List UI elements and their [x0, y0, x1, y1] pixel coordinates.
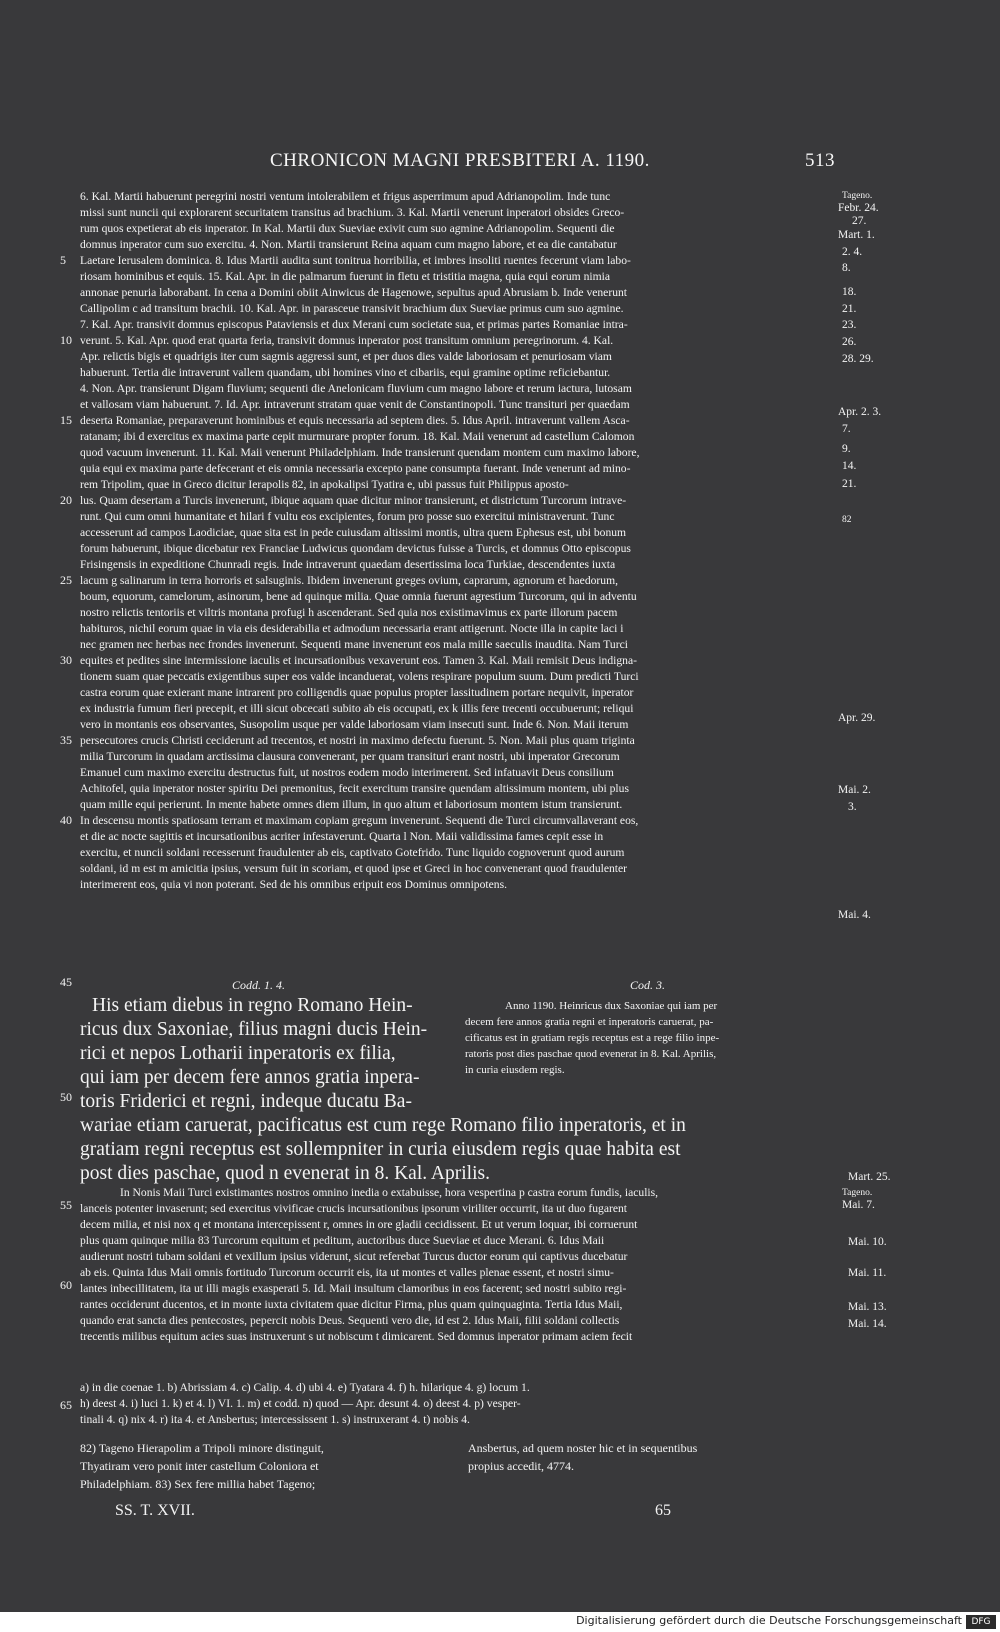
margin-note: 28. 29.: [842, 353, 874, 365]
body-line: rantes occiderunt ducentos, et in monte iuxta civitatem quae dicitur Firma, plus quam quinquaginta. Tertia Idus Maii,: [80, 1298, 623, 1311]
variant-note-line: h) deest 4. i) luci 1. k) et 4. l) VI. 1. m) et codd. n) quod — Apr. desunt 4. o) deest 4. p) vesper-: [80, 1397, 521, 1410]
large-line: ricus dux Saxoniae, filius magni ducis Hein-: [80, 1019, 428, 1040]
body-line: riosam hominibus et equis. 15. Kal. Apr. in die palmarum fuerunt in fletu et tristitia magna, quia equi eorum nimia: [80, 270, 610, 283]
footnote-line: 82) Tageno Hierapolim a Tripoli minore distinguit,: [80, 1441, 324, 1455]
body-line: domnus inperator cum suo exercitu. 4. Non. Martii transierunt Reina aquam cum magno labore, et ea die cantabatur: [80, 238, 617, 251]
margin-note: 3.: [848, 801, 857, 813]
body-line: habituros, nichil eorum quae in via eis desiderabilia et admodum necessaria erant attigerunt. Nocte illa in capite laci i: [80, 622, 624, 635]
large-line: rici et nepos Lotharii inperatoris ex filia,: [80, 1043, 396, 1064]
large-line: wariae etiam caruerat, pacificatus est cum rege Romano filio inperatoris, et in: [80, 1115, 686, 1136]
line-number: 50: [60, 1090, 72, 1104]
page-number: 513: [805, 150, 835, 171]
body-line: exercitu, et nuncii soldani recesserunt fraudulenter ab eis, captivato Gotefrido. Tunc liquido cognoverunt quod aurum: [80, 846, 625, 859]
margin-note: 26.: [842, 336, 857, 348]
body-line: lacum g salinarum in terra horroris et salsuginis. Ibidem invenerunt greges ovium, caprarum, agnorum et haedorum,: [80, 574, 618, 587]
margin-note: Apr. 2. 3.: [838, 406, 882, 418]
body-line: castra eorum quae exierant mane intrarent pro colligendis quae populus propter lassitudinem portare nequivit, inperator: [80, 686, 634, 699]
margin-note: 82: [842, 515, 852, 525]
body-line: equites et pedites sine intermissione iaculis et incursationibus vexaverunt eos. Tamen 3. Kal. Maii remisit Deus indigna-: [80, 654, 637, 667]
body-line: missi sunt nuncii qui explorarent securitatem transitus ad brachium. 3. Kal. Martii venerunt inperatori obsides Greco-: [80, 206, 625, 219]
body-line: rem Tripolim, quae in Greco dicitur Ierapolis 82, in apokalipsi Tyatira e, ubi passus fuit Philippus aposto-: [80, 478, 569, 491]
margin-note: 7.: [842, 423, 851, 435]
margin-note: 27.: [852, 215, 867, 227]
large-line: post dies paschae, quod n evenerat in 8. Kal. Aprilis.: [80, 1163, 490, 1184]
margin-note: Mai. 7.: [842, 1199, 875, 1211]
body-line: runt. Qui cum omni humanitate et hilari f vultu eos excipientes, forum pro posse suo exercitui ministraverunt. Tunc: [80, 510, 615, 523]
body-line: lanceis potenter invaserunt; sed exercitus vivificae crucis incursationibus ipsorum viriliter occurrit, ita ut duo fugarent: [80, 1202, 627, 1215]
body-line: deserta Romaniae, preparaverunt hominibus et equis necessaria ad septem dies. 5. Idus April. intraverunt vallem Asca-: [80, 414, 630, 427]
margin-note: Apr. 29.: [838, 712, 876, 724]
body-line: nec gramen nec herbas nec frondes invenerunt. Sequenti mane invenerunt eos mala mille saeculis inaudita. Nam Turci: [80, 638, 628, 651]
body-line: trecentis milibus equitum acies suas instruxerunt s ut nobiscum t dimicarent. Sed domnus inperator primam aciem fecit: [80, 1330, 633, 1343]
small-line: Anno 1190. Heinricus dux Saxoniae qui iam per: [505, 1000, 718, 1012]
codex-heading-right: Cod. 3.: [630, 978, 666, 992]
margin-note: Mai. 13.: [848, 1301, 887, 1313]
codex-heading-left: Codd. 1. 4.: [232, 978, 286, 992]
margin-note: Tageno.: [842, 191, 873, 201]
margin-note: Febr. 24.: [838, 202, 879, 214]
line-number: 55: [60, 1198, 72, 1212]
small-line: ratoris post dies paschae quod evenerat in 8. Kal. Aprilis,: [465, 1048, 717, 1060]
body-line: Emanuel cum maximo exercitu destructus fuit, ut nostros eodem modo interimerent. Sed infatuavit Deus consilium: [80, 766, 614, 779]
body-line: accesserunt ad campos Laodiciae, quae sita est in pede cuiusdam altissimi montis, ultra quem Ephesus est, ubi bonum: [80, 526, 627, 539]
body-line: ex industria fumum fieri precepit, et illi sicut obcecati subito ab eis occupati, ex k illis fere trecenti occubuerunt; reliqui: [80, 702, 634, 715]
body-line: audierunt nostri tubam soldani et vexillum ipsius viderunt, sicut referebat Turcus ductor eorum qui captivus ducebatur: [80, 1250, 628, 1263]
body-line: ratanam; ibi d exercitus ex maxima parte cepit murmurare propter forum. 18. Kal. Maii venerunt ad castellum Calomon: [80, 430, 635, 443]
margin-note: 8.: [842, 262, 851, 274]
body-line: lus. Quam desertam a Turcis invenerunt, ibique aquam quae dicitur minor transierunt, et districtum Turcorum intrave-: [80, 494, 627, 507]
small-line: decem fere annos gratia regni et inperatoris caruerat, pa-: [465, 1016, 714, 1028]
body-line: 4. Non. Apr. transierunt Digam fluvium; sequenti die Anelonicam fluvium cum magno labore et rerum iactura, lutosam: [80, 382, 632, 395]
body-line: tionem suam quae peccatis exigentibus super eos valde incanduerat, volens respirare populum suum. Dum predicti Turci: [80, 670, 639, 683]
body-line: quod vacuum invenerunt. 11. Kal. Maii venerunt Philadelphiam. Inde transierunt quendam montem cum maximo labore,: [80, 446, 640, 459]
margin-note: Mart. 25.: [848, 1171, 891, 1183]
body-line: Callipolim c ad transitum brachii. 10. Kal. Apr. in parasceue transivit brachium dux Sueviae primus cum suo agmine.: [80, 302, 624, 315]
small-line: in curia eiusdem regis.: [465, 1064, 565, 1076]
margin-note: 21.: [842, 478, 857, 490]
funding-text: Digitalisierung gefördert durch die Deutsche Forschungsgemeinschaft: [576, 1614, 962, 1627]
variant-note-line: a) in die coenae 1. b) Abrissiam 4. c) Calip. 4. d) ubi 4. e) Tyatara 4. f) h. hilarique 4. g) locum 1.: [80, 1381, 530, 1394]
body-line: soldani, id m est m amicitia ipsius, versum fuit in scoriam, et quod ipse et Greci in hoc convenerant quod fraudulenter: [80, 862, 628, 875]
line-number: 10: [60, 333, 72, 347]
large-line: toris Friderici et regni, indeque ducatu Ba-: [80, 1091, 412, 1112]
body-line: 6. Kal. Martii habuerunt peregrini nostri ventum intolerabilem et frigus asperrimum apud Adrianopolim. Inde tunc: [80, 190, 611, 203]
body-line: nostro relictis tentoriis et viltris montana profugi h ascenderant. Sed quia nos existimavimus ex parte illorum pacem: [80, 606, 618, 619]
line-number: 25: [60, 573, 72, 587]
margin-note: 2. 4.: [842, 246, 863, 258]
line-number: 5: [60, 253, 66, 267]
body-line: rum quos expetierat ab eis inperator. In Kal. Martii dux Sueviae exivit cum suo agmine Adrianopolim. Sequenti die: [80, 222, 615, 235]
body-line: decem milia, et nisi nox q et montana intercepissent r, omnes in ore gladii cecidissent. Et ut verum loquar, ibi corruerunt: [80, 1218, 638, 1231]
body-line: Achitofel, quia inperator noster spiritu Dei premonitus, fecit exercitum transire quendam altissimum montem, ubi plus: [80, 782, 629, 795]
large-line: qui iam per decem fere annos gratia inpera-: [80, 1067, 420, 1088]
line-number: 60: [60, 1278, 72, 1292]
body-line: annonae penuria laborabant. In cena a Domini obiit Ainwicus de Hagenowe, sepultus apud Abrusiam b. Inde venerunt: [80, 286, 628, 299]
margin-note: Tageno.: [842, 1188, 873, 1198]
margin-note: Mai. 10.: [848, 1236, 887, 1248]
body-line: interimerent eos, quia vi non poterant. Sed de his omnibus eripuit eos Dominus omnipotens.: [80, 878, 507, 891]
body-line: lantes inbecillitatem, ita ut illi magis exasperati 5. Id. Maii insultum clamoribus in eos facerent; sed nostri subito regi-: [80, 1282, 627, 1295]
small-line: cificatus est in gratiam regis receptus est a rege filio inpe-: [465, 1032, 720, 1044]
body-line: vero in montanis eos observantes, Susopolim usque per valde laboriosam viam insecuti sunt. Inde 6. Non. Maii iterum: [80, 718, 629, 731]
body-line: 7. Kal. Apr. transivit domnus episcopus Pataviensis et dux Merani cum societate sua, et primas partes Romaniae intra-: [80, 318, 628, 331]
running-title: CHRONICON MAGNI PRESBITERI A. 1190.: [270, 150, 650, 171]
body-line: Frisingensis in expeditione Chunradi regis. Inde intraverunt quaedam desertissima loca Turkiae, descendentes iuxta: [80, 558, 616, 571]
body-line: forum habuerunt, ibique dicebatur rex Franciae Ludwicus quondam devictus fuisse a Turcis, et domnus Otto episcopus: [80, 542, 631, 555]
margin-note: Mai. 4.: [838, 909, 871, 921]
dfg-logo: DFG: [966, 1615, 996, 1629]
body-line: boum, equorum, camelorum, asinorum, bene ad quinque milia. Quae omnia fuerunt agrestium Turcorum, qui in adventu: [80, 590, 637, 603]
margin-note: 14.: [842, 460, 857, 472]
body-line: habuerunt. Tertia die intraverunt vallem quandam, ubi homines vino et cibariis, equi gramine optime reficiebantur.: [80, 366, 611, 379]
body-line: ab eis. Quinta Idus Maii omnis fortitudo Turcorum occurrit eis, ita ut montes et valles plenae essent, et nostri simu-: [80, 1266, 614, 1279]
margin-note: 9.: [842, 443, 851, 455]
line-number: 45: [60, 975, 72, 989]
line-number: 30: [60, 653, 72, 667]
body-line: In descensu montis spatiosam terram et maximam copiam gregum invenerunt. Sequenti die Turci circumvallaverant eos,: [80, 814, 639, 827]
margin-note: Mai. 11.: [848, 1267, 887, 1279]
body-line: quia equi ex maxima parte defecerant et eis omnia necessaria excepto pane consumpta fuerant. Inde venerunt ad mino-: [80, 462, 631, 475]
footnote-line: Ansbertus, ad quem noster hic et in sequentibus: [468, 1441, 698, 1455]
body-line: milia Turcorum in quadam arctissima clausura convenerant, per quam transituri erant nostri, ubi inperator Grecorum: [80, 750, 620, 763]
body-line: quando erat sancta dies pentecostes, pepercit nobis Deus. Sequenti vero die, id est 2. Idus Maii, filii soldani collectis: [80, 1314, 620, 1327]
margin-note: Mart. 1.: [838, 229, 875, 241]
body-line: verunt. 5. Kal. Apr. quod erat quarta feria, transivit domnus inperator post transitum omnium peregrinorum. 4. Kal.: [80, 334, 614, 347]
line-number: 40: [60, 813, 72, 827]
body-line: Apr. relictis bigis et quadrigis iter cum sagmis aggressi sunt, et per duos dies valde laboriosam et penuriosam viam: [80, 350, 612, 363]
signature-mark: SS. T. XVII.: [115, 1502, 195, 1519]
large-line: gratiam regni receptus est sollempniter in curia eiusdem regis quae habita est: [80, 1139, 681, 1160]
margin-note: 23.: [842, 319, 857, 331]
line-number: 15: [60, 413, 72, 427]
line-number: 20: [60, 493, 72, 507]
margin-note: 21.: [842, 303, 857, 315]
body-line: et die ac nocte sagittis et incursationibus acriter infestaverunt. Quarta l Non. Maii validissima fames cepit esse in: [80, 830, 604, 843]
signature-number: 65: [655, 1502, 671, 1519]
funding-footer: [0, 1612, 1000, 1632]
body-line: persecutores crucis Christi ceciderunt ad trecentos, et nostri in maximo defectu fuerunt. 5. Non. Maii plus quam triginta: [80, 734, 635, 747]
variant-note-line: tinali 4. q) nix 4. r) ita 4. et Ansbertus; intercessissent 1. s) instruxerant 4. t) nobis 4.: [80, 1413, 470, 1426]
margin-note: Mai. 2.: [838, 784, 871, 796]
footnote-line: Thyatiram vero ponit inter castellum Coloniora et: [80, 1459, 319, 1473]
body-line: plus quam quinque milia 83 Turcorum equitum et peditum, auctoribus duce Sueviae et duce Merani. 6. Idus Maii: [80, 1234, 605, 1247]
footnote-line: propius accedit, 4774.: [468, 1459, 574, 1473]
body-line: Laetare Ierusalem dominica. 8. Idus Martii audita sunt tonitrua horribilia, et imbres insoliti ruentes fecerunt viam labo-: [80, 254, 631, 267]
large-line: His etiam diebus in regno Romano Hein-: [92, 995, 413, 1016]
body-line: quam mille equi perierunt. In mente habete omnes diem illum, in quo altum et laboriosum montem istum transierunt.: [80, 798, 623, 811]
footnote-line: Philadelphiam. 83) Sex fere millia habet Tageno;: [80, 1477, 316, 1491]
body-line: et vallosam viam habuerunt. 7. Id. Apr. intraverunt stratam quae venit de Constantinopoli. Tunc transituri per quaedam: [80, 398, 630, 411]
margin-note: 18.: [842, 286, 857, 298]
line-number: 35: [60, 733, 72, 747]
body-line: In Nonis Maii Turci existimantes nostros omnino inedia o extabuisse, hora vespertina p castra eorum fundis, iaculis,: [120, 1186, 659, 1199]
line-number: 65: [60, 1398, 72, 1412]
margin-note: Mai. 14.: [848, 1318, 887, 1330]
